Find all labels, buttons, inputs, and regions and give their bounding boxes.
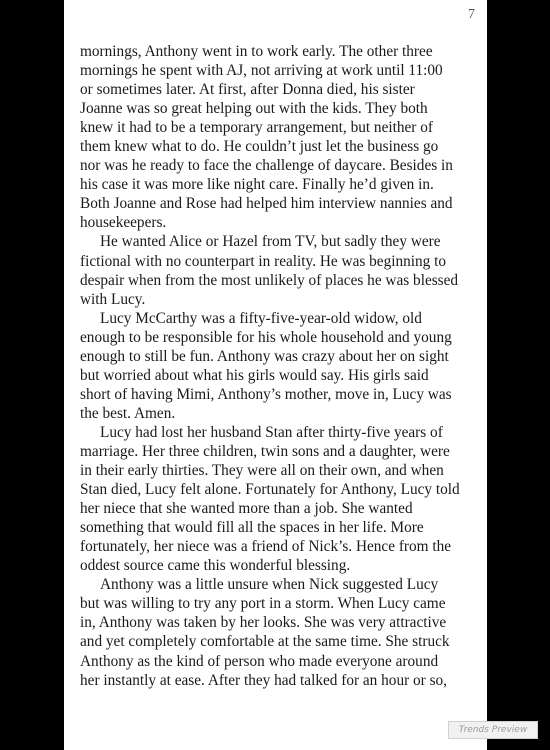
text-line: Lucy McCarthy was a fifty-five-year-old widow, old [100, 309, 422, 327]
text-line: Stan died, Lucy felt alone. Fortunately for Anthony, Lucy told [80, 481, 460, 499]
text-line: in, Anthony was taken by her looks. She was very attractive [80, 614, 447, 632]
text-line: enough to be responsible for his whole household and young [80, 328, 452, 346]
text-line: Joanne was so great helping out with the kids. They both [80, 100, 428, 118]
body-text [80, 42, 480, 690]
text-line: them knew what to do. He couldn’t just let the business go [80, 138, 439, 156]
text-line: fortunately, her niece was a friend of Nick’s. Hence from the [80, 538, 452, 556]
text-line: despair when from the most unlikely of places he was blessed [80, 271, 459, 289]
text-line: Anthony was a little unsure when Nick suggested Lucy [100, 576, 439, 594]
watermark: Trends Preview [448, 721, 538, 739]
text-line: but was willing to try any port in a storm. When Lucy came [80, 595, 446, 613]
text-line: the best. Amen. [80, 404, 176, 422]
text-line: Both Joanne and Rose had helped him interview nannies and [80, 195, 453, 213]
text-line: enough to still be fun. Anthony was crazy about her on sight [80, 347, 449, 365]
text-line: or sometimes later. At first, after Donna died, his sister [80, 81, 415, 99]
text-line: her instantly at ease. After they had talked for an hour or so, [80, 671, 448, 689]
page-number: 7 [468, 7, 475, 22]
text-line: short of having Mimi, Anthony’s mother, move in, Lucy was [80, 385, 452, 403]
text-line: marriage. Her three children, twin sons and a daughter, were [80, 442, 450, 460]
text-line: his case it was more like night care. Finally he’d given in. [80, 176, 434, 194]
text-line: with Lucy. [80, 290, 146, 308]
text-line: Anthony as the kind of person who made everyone around [80, 652, 439, 670]
text-line: fictional with no counterpart in reality. He was beginning to [80, 252, 447, 270]
text-line: mornings he spent with AJ, not arriving at work until 11:00 [80, 62, 443, 80]
text-line: mornings, Anthony went in to work early. The other three [80, 43, 433, 60]
text-line: housekeepers. [80, 214, 167, 232]
text-line: oddest source came this wonderful blessing. [80, 557, 351, 575]
text-line: in their early thirties. They were all on their own, and when [80, 462, 444, 480]
text-line: He wanted Alice or Hazel from TV, but sadly they were [100, 233, 441, 251]
book-page [64, 0, 487, 750]
text-line: knew it had to be a temporary arrangement, but neither of [80, 119, 433, 137]
text-line: but worried about what his girls would say. His girls said [80, 366, 429, 384]
text-line: Lucy had lost her husband Stan after thirty-five years of [100, 423, 443, 441]
text-line: and yet completely comfortable at the same time. She struck [80, 633, 450, 651]
text-line: nor was he ready to face the challenge of daycare. Besides in [80, 157, 453, 175]
text-line: something that would fill all the spaces in her life. More [80, 519, 424, 537]
text-line: her niece that she wanted more than a job. She wanted [80, 500, 413, 518]
